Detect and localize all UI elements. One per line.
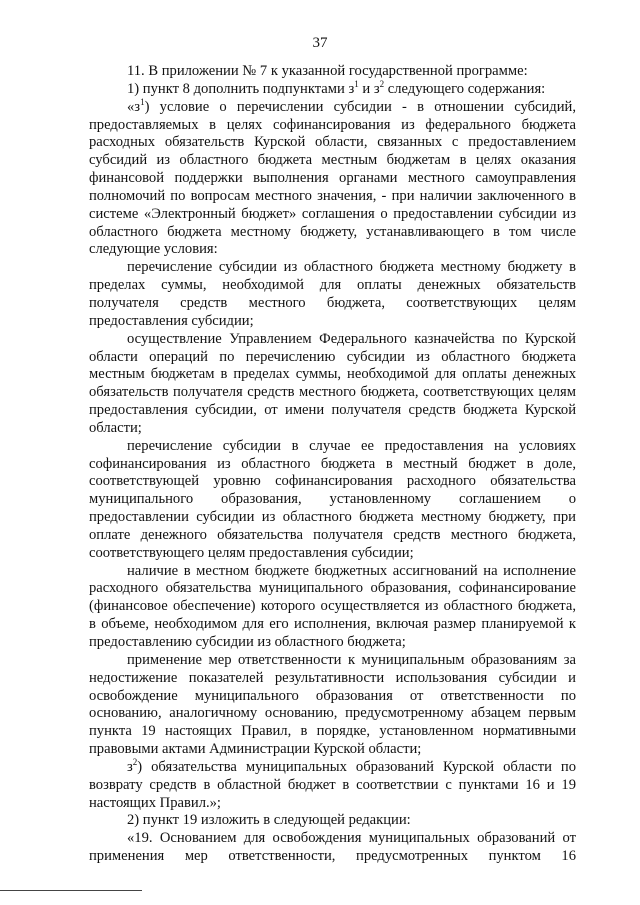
footer-divider bbox=[0, 890, 142, 891]
paragraph-condition-responsibility: применение мер ответственности к муниципальным образованиям за недостижение показателей результативности использования субсидии и освобождение муниципального образования от ответственности по основанию, аналогичному основанию, предусмотренному абзацем первым пункта 19 настоящих Правил, в порядке, установленном нормативными правовыми актами Администрации Курской области; bbox=[89, 651, 576, 758]
superscript: 1 bbox=[140, 96, 145, 107]
paragraph-text: з bbox=[127, 758, 133, 775]
paragraph-text: 1) пункт 8 дополнить подпунктами з bbox=[127, 80, 355, 97]
paragraph-subpoint-z2 bbox=[89, 759, 576, 813]
paragraph-point-19: «19. Основанием для освобождения муниципальных образований от применения мер ответственности, предусмотренных пунктом 16 bbox=[89, 830, 576, 865]
paragraph-text: ) условие о перечислении субсидии - в отношении субсидий, предоставляемых в целях софинансирования из федерального бюджета расходных обязательств Курской области, связанных с предоставлением субсидий из областного бюджета местным бюджетам в целях оказания финансовой поддержки выполнения органами местного самоуправления полномочий по вопросам местного значения, - при наличии заключенного в системе «Электронный бюджет» соглашения о предоставлении субсидии из областного бюджета местному бюджету, устанавливающего в том числе следующие условия: bbox=[89, 98, 576, 258]
paragraph-text: «з bbox=[127, 98, 141, 115]
paragraph-condition-cofinancing: перечисление субсидии в случае ее предоставления на условиях софинансирования из областного бюджета в местный бюджет в доле, соответствующей уровню софинансирования расходного обязательства муниципального образования, установленному соглашением о предоставлении субсидии из областного бюджета местному бюджету, при оплате денежного обязательства получателя средств местного бюджета, соответствующего целям предоставления субсидии; bbox=[89, 437, 576, 561]
paragraph-condition-appropriations: наличие в местном бюджете бюджетных ассигнований на исполнение расходного обязательства муниципального образования, софинансирование (финансовое обеспечение) которого осуществляется из областного бюджета, в объеме, необходимом для его исполнения, включая размер планируемой к предоставлению субсидии из областного бюджета; bbox=[89, 562, 576, 650]
paragraph-condition-treasury: осуществление Управлением Федерального казначейства по Курской области операций по перечислению субсидии из областного бюджета местным бюджетам в пределах суммы, необходимой для оплаты денежных обязательств получателя средств местного бюджета, соответствующих целям предоставления субсидии, от имени получателя средств бюджета Курской области; bbox=[89, 330, 576, 436]
paragraph-subpoint-z1 bbox=[89, 96, 576, 260]
document-body bbox=[89, 63, 576, 866]
superscript: 1 bbox=[354, 78, 359, 89]
paragraph-point-1 bbox=[89, 78, 576, 99]
paragraph-text: ) обязательства муниципальных образований Курской области по возврату средств в областной бюджет в соответствии с пунктами 16 и 19 настоящих Правил.»; bbox=[89, 758, 576, 811]
paragraph-item-11: 11. В приложении № 7 к указанной государственной программе: bbox=[127, 63, 528, 79]
paragraph-condition-transfer: перечисление субсидии из областного бюджета местному бюджету в пределах суммы, необходимой для оплаты денежных обязательств получателя средств местного бюджета, соответствующих целям предоставления субсидии; bbox=[89, 259, 576, 329]
superscript: 2 bbox=[132, 757, 138, 768]
paragraph-text: следующего содержания: bbox=[384, 80, 546, 97]
paragraph-point-2: 2) пункт 19 изложить в следующей редакции: bbox=[127, 812, 411, 829]
page-number: 37 bbox=[312, 35, 328, 51]
paragraph-text: и з bbox=[358, 80, 380, 97]
superscript: 2 bbox=[379, 78, 385, 89]
